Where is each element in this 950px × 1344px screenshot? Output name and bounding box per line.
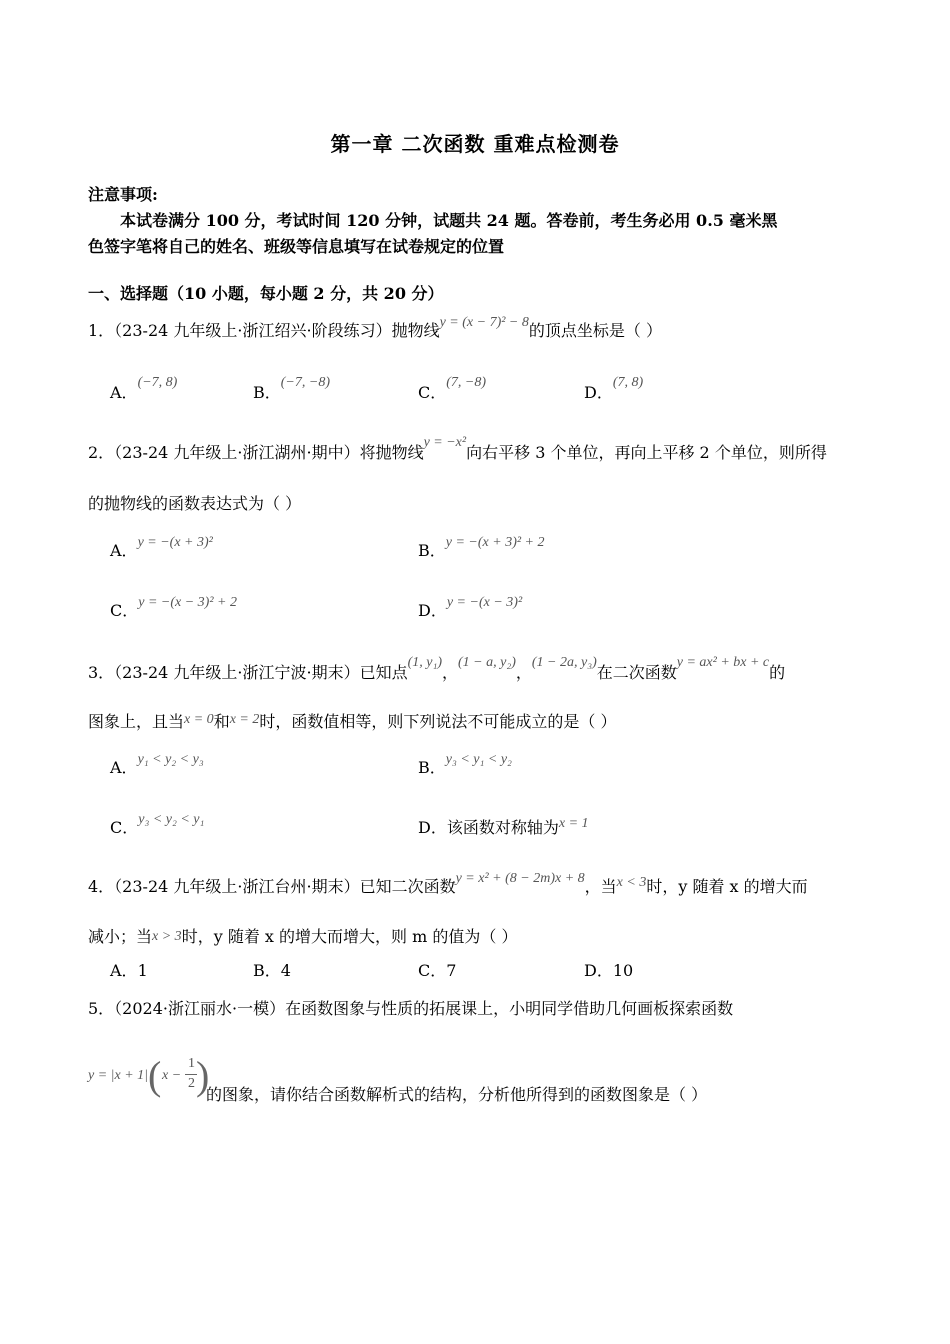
q1-option-b[interactable]: B．(−7, −8) xyxy=(253,375,330,402)
q3-point-3: (1 − 2a, y₃) xyxy=(531,655,597,670)
section-heading: 一、选择题（10 小题，每小题 2 分，共 20 分） xyxy=(88,284,444,303)
question-3-line-2: 图象上，且当x = 0和x = 2时，函数值相等，则下列说法不可能成立的是（ ） xyxy=(88,712,617,731)
notice-line-1: 本试卷满分 100 分，考试时间 120 分钟，试题共 24 题。答卷前，考生务必用 0.5 毫米黑 xyxy=(120,211,778,230)
q4-option-d[interactable]: D．10 xyxy=(584,961,634,980)
q3-option-d[interactable]: D．该函数对称轴为x = 1 xyxy=(418,816,589,837)
q2-option-d[interactable]: D．y = −(x − 3)² xyxy=(418,595,523,620)
question-5: 5．（2024·浙江丽水·一模）在函数图象与性质的拓展课上，小明同学借助几何画板探索函数 xyxy=(88,999,734,1018)
q4-formula: y = x² + (8 − 2m)x + 8 xyxy=(455,871,585,886)
q4-option-a[interactable]: A．1 xyxy=(110,961,148,980)
question-1 xyxy=(88,315,662,341)
q2-option-b[interactable]: B．y = −(x + 3)² + 2 xyxy=(418,535,545,560)
q1-formula: y = (x − 7)² − 8 xyxy=(439,315,529,330)
q2-formula: y = −x² xyxy=(423,435,467,450)
q1-prefix: 1．（23-24 九年级上·浙江绍兴·阶段练习）抛物线 xyxy=(88,321,440,340)
q3-formula: y = ax² + bx + c xyxy=(676,655,770,670)
q3-point-1: (1, y₁) xyxy=(407,655,442,670)
q3-option-c[interactable]: C．y₃ < y₂ < y₁ xyxy=(110,812,205,837)
q2-option-c[interactable]: C．y = −(x − 3)² + 2 xyxy=(110,595,237,620)
q2-option-a[interactable]: A．y = −(x + 3)² xyxy=(110,535,213,560)
q1-option-c[interactable]: C．(7, −8) xyxy=(418,375,487,402)
q3-option-a[interactable]: A．y₁ < y₂ < y₃ xyxy=(110,752,204,777)
q1-option-a[interactable]: A．(−7, 8) xyxy=(110,375,178,402)
q1-suffix: 的顶点坐标是（ ） xyxy=(528,321,662,340)
question-2: 2．（23-24 九年级上·浙江湖州·期中）将抛物线y = −x²向右平移 3 个单位，再向上平移 2 个单位，则所得 xyxy=(88,435,827,462)
q3-point-2: (1 − a, y₂) xyxy=(458,655,516,670)
q1-option-d[interactable]: D．(7, 8) xyxy=(584,375,644,402)
question-5-line-2: 的图象，请你结合函数解析式的结构，分析他所得到的函数图象是（ ） xyxy=(206,1085,708,1104)
question-2-line-2: 的抛物线的函数表达式为（ ） xyxy=(88,494,302,513)
q3-option-b[interactable]: B．y₃ < y₁ < y₂ xyxy=(418,752,512,777)
question-3: 3．（23-24 九年级上·浙江宁波·期末）已知点(1, y₁)，(1 − a, y₂)，(1 − 2a, y₃)在二次函数y = ax² + bx + c的 xyxy=(88,655,786,682)
notice-heading: 注意事项: xyxy=(88,185,158,204)
notice-line-2: 色签字笔将自己的姓名、班级等信息填写在试卷规定的位置 xyxy=(88,237,505,256)
question-4: 4．（23-24 九年级上·浙江台州·期末）已知二次函数y = x² + (8 − 2m)x + 8，当x < 3时，y 随着 x 的增大而 xyxy=(88,871,808,896)
q4-option-b[interactable]: B．4 xyxy=(253,961,291,980)
question-4-line-2: 减小；当x > 3时，y 随着 x 的增大而增大，则 m 的值为（ ） xyxy=(88,927,518,946)
q4-option-c[interactable]: C．7 xyxy=(418,961,457,980)
page-title: 第一章 二次函数 重难点检测卷 xyxy=(330,132,620,156)
